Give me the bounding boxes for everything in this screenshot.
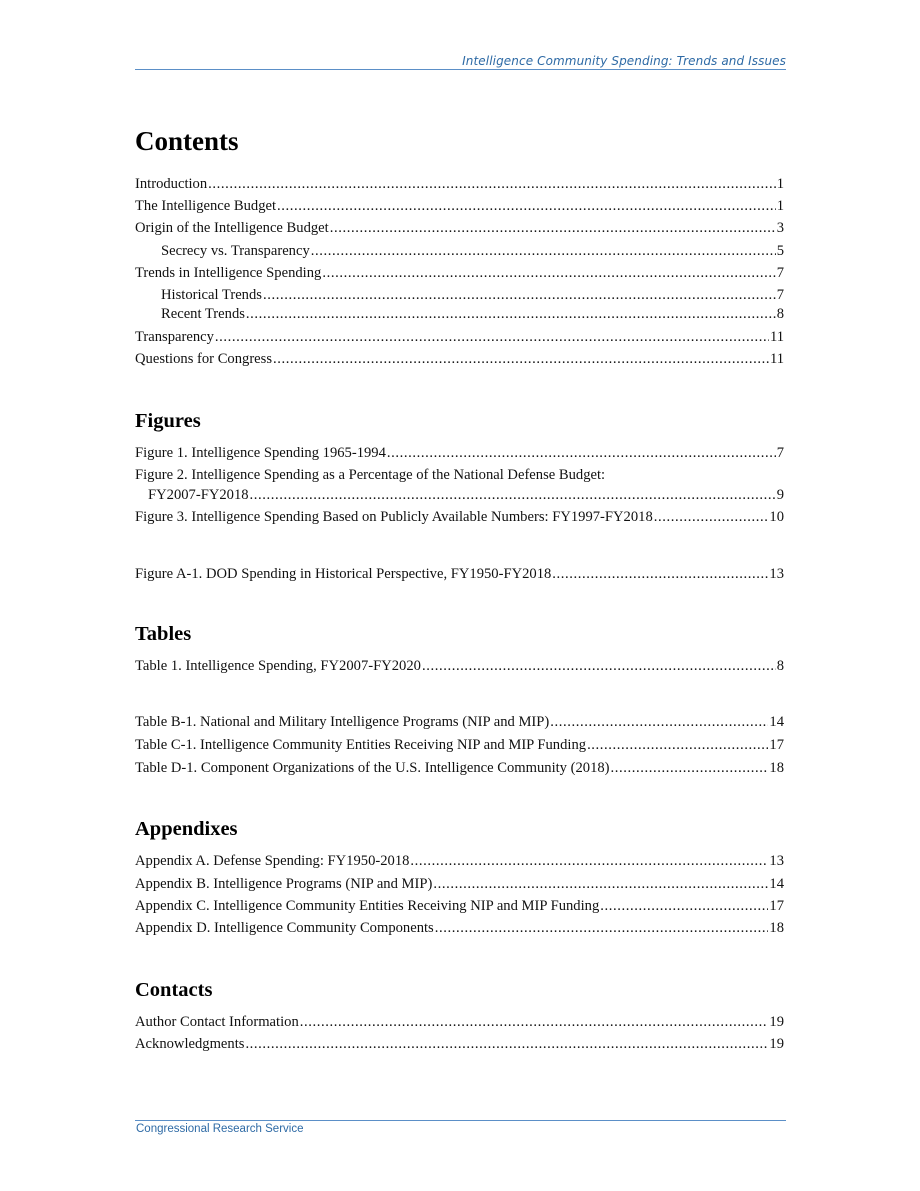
- toc-entry-title: Figure 3. Intelligence Spending Based on Publicly Available Numbers: FY1997-FY2018: [135, 509, 653, 525]
- toc-entry-title: Table D-1. Component Organizations of the U.S. Intelligence Community (2018): [135, 760, 610, 776]
- toc-entry-questions[interactable]: [135, 350, 784, 368]
- toc-entry-page: 7: [776, 287, 784, 303]
- contacts-heading: Contacts: [135, 979, 213, 1001]
- toc-entry-title: Historical Trends: [161, 287, 262, 303]
- toc-entry-page: 8: [776, 306, 784, 322]
- toc-entry-title: Appendix B. Intelligence Programs (NIP and MIP): [135, 876, 433, 892]
- toc-entry-appendix-b[interactable]: [135, 875, 784, 893]
- toc-entry-trends[interactable]: [135, 264, 784, 282]
- toc-entry-title: Table 1. Intelligence Spending, FY2007-FY2020: [135, 658, 421, 674]
- toc-entry-page: 14: [769, 714, 784, 730]
- toc-entry-table-1[interactable]: [135, 657, 784, 675]
- dot-leader: [587, 736, 768, 754]
- toc-entry-title: Acknowledgments: [135, 1036, 245, 1052]
- toc-entry-title: Recent Trends: [161, 306, 245, 322]
- toc-entry-page: 7: [776, 445, 784, 461]
- toc-entry-page: 5: [776, 243, 784, 259]
- dot-leader: [246, 305, 776, 323]
- toc-entry-page: 19: [769, 1014, 784, 1030]
- dot-leader: [600, 897, 768, 915]
- dot-leader: [277, 197, 776, 215]
- dot-leader: [311, 242, 776, 260]
- toc-entry-page: 18: [769, 760, 784, 776]
- toc-entry-page: 3: [776, 220, 784, 236]
- dot-leader: [422, 657, 776, 675]
- dot-leader: [245, 1035, 768, 1053]
- dot-leader: [611, 759, 769, 777]
- dot-leader: [387, 444, 776, 462]
- appendixes-heading: Appendixes: [135, 818, 238, 840]
- dot-leader: [654, 508, 769, 526]
- running-header-title: Intelligence Community Spending: Trends and Issues: [462, 54, 786, 68]
- toc-entry-author-contact[interactable]: [135, 1013, 784, 1031]
- toc-entry-appendix-a[interactable]: [135, 852, 784, 870]
- toc-entry-page: 18: [769, 920, 784, 936]
- toc-entry-title: Origin of the Intelligence Budget: [135, 220, 329, 236]
- toc-entry-intelligence-budget[interactable]: [135, 197, 784, 215]
- toc-entry-title: Table C-1. Intelligence Community Entities Receiving NIP and MIP Funding: [135, 737, 587, 753]
- toc-entry-introduction[interactable]: [135, 175, 784, 193]
- toc-entry-title: Trends in Intelligence Spending: [135, 265, 322, 281]
- toc-entry-figure-1[interactable]: [135, 444, 784, 462]
- toc-entry-page: 13: [769, 853, 784, 869]
- toc-entry-title: Author Contact Information: [135, 1014, 299, 1030]
- toc-entry-title: Figure A-1. DOD Spending in Historical Perspective, FY1950-FY2018: [135, 566, 552, 582]
- dot-leader: [435, 919, 769, 937]
- toc-entry-appendix-d[interactable]: [135, 919, 784, 937]
- toc-entry-appendix-c[interactable]: [135, 897, 784, 915]
- toc-entry-page: 17: [769, 898, 784, 914]
- toc-entry-page: 7: [776, 265, 784, 281]
- toc-entry-title: Transparency: [135, 329, 214, 345]
- dot-leader: [250, 486, 776, 504]
- toc-entry-title: Appendix C. Intelligence Community Entities Receiving NIP and MIP Funding: [135, 898, 600, 914]
- toc-entry-title: Secrecy vs. Transparency: [161, 243, 310, 259]
- toc-entry-page: 1: [776, 198, 784, 214]
- dot-leader: [410, 852, 768, 870]
- toc-entry-table-b1[interactable]: [135, 713, 784, 731]
- toc-entry-transparency[interactable]: [135, 328, 784, 346]
- toc-entry-title: Appendix A. Defense Spending: FY1950-2018: [135, 853, 410, 869]
- footer-divider: [135, 1120, 786, 1121]
- toc-entry-title: The Intelligence Budget: [135, 198, 277, 214]
- dot-leader: [273, 350, 769, 368]
- dot-leader: [433, 875, 768, 893]
- dot-leader: [330, 219, 776, 237]
- toc-entry-historical-trends[interactable]: [161, 286, 784, 304]
- toc-entry-page: 11: [769, 329, 784, 345]
- toc-entry-title: Appendix D. Intelligence Community Components: [135, 920, 434, 936]
- toc-entry-page: 10: [769, 509, 784, 525]
- header-divider: [135, 69, 786, 70]
- toc-entry-page: 9: [776, 487, 784, 503]
- toc-entry-acknowledgments[interactable]: [135, 1035, 784, 1053]
- dot-leader: [215, 328, 769, 346]
- dot-leader: [300, 1013, 769, 1031]
- toc-entry-page: 11: [769, 351, 784, 367]
- toc-entry-page: 17: [769, 737, 784, 753]
- toc-entry-recent-trends[interactable]: [161, 305, 784, 323]
- toc-entry-figure-2[interactable]: [148, 486, 784, 504]
- toc-entry-page: 14: [769, 876, 784, 892]
- toc-entry-table-d1[interactable]: [135, 759, 784, 777]
- toc-entry-origin[interactable]: [135, 219, 784, 237]
- toc-entry-title: Introduction: [135, 176, 208, 192]
- toc-entry-page: 13: [769, 566, 784, 582]
- toc-entry-page: 1: [776, 176, 784, 192]
- contents-heading: Contents: [135, 126, 239, 156]
- tables-heading: Tables: [135, 623, 192, 645]
- figures-heading: Figures: [135, 410, 201, 432]
- toc-entry-figure-3[interactable]: [135, 508, 784, 526]
- toc-entry-title: Table B-1. National and Military Intelligence Programs (NIP and MIP): [135, 714, 550, 730]
- dot-leader: [263, 286, 776, 304]
- dot-leader: [550, 713, 768, 731]
- dot-leader: [552, 565, 768, 583]
- toc-entry-figure-2-line1[interactable]: Figure 2. Intelligence Spending as a Percentage of the National Defense Budget:: [135, 467, 606, 483]
- toc-entry-figure-a1[interactable]: [135, 565, 784, 583]
- dot-leader: [322, 264, 775, 282]
- footer-publisher: Congressional Research Service: [136, 1123, 304, 1135]
- toc-entry-title: FY2007-FY2018: [148, 487, 249, 503]
- toc-entry-title: Questions for Congress: [135, 351, 273, 367]
- dot-leader: [208, 175, 776, 193]
- toc-entry-page: 8: [776, 658, 784, 674]
- toc-entry-secrecy[interactable]: [161, 242, 784, 260]
- toc-entry-title: Figure 1. Intelligence Spending 1965-1994: [135, 445, 386, 461]
- toc-entry-table-c1[interactable]: [135, 736, 784, 754]
- toc-entry-page: 19: [769, 1036, 784, 1052]
